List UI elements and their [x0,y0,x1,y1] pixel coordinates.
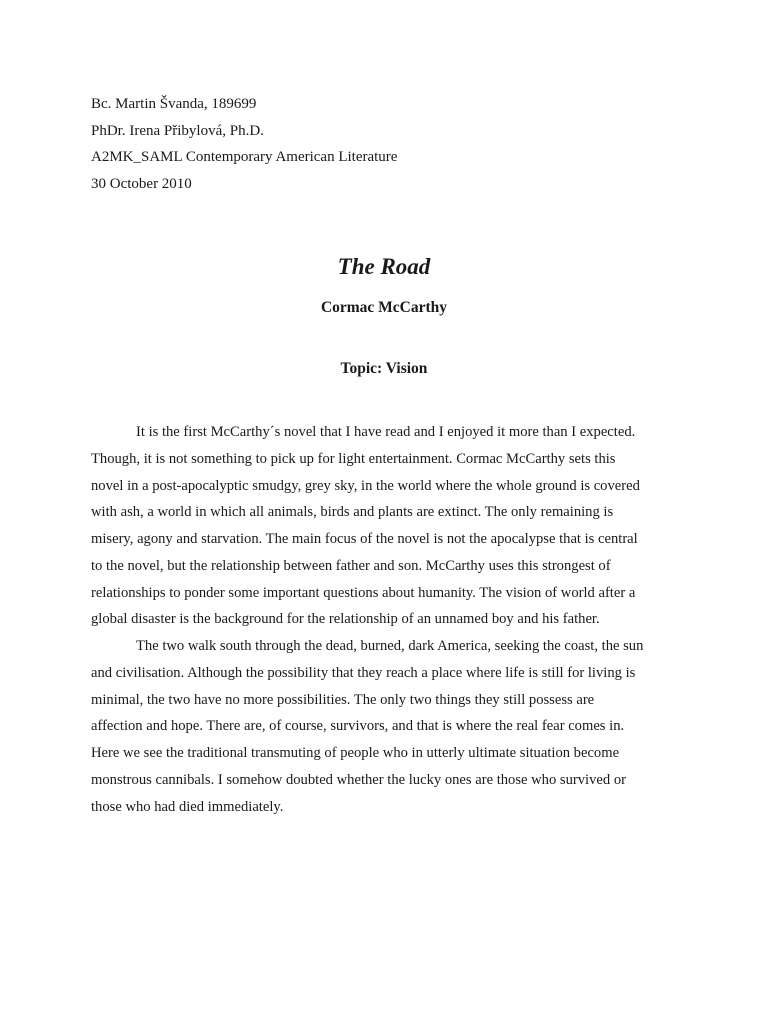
student-name-line: Bc. Martin Švanda, 189699 [91,96,257,112]
paragraph-line: novel in a post-apocalyptic smudgy, grey sky, in the world where the whole ground is covered [91,477,640,494]
paragraph [91,633,681,820]
paragraph-line: relationships to ponder some important questions about humanity. The vision of world after a [91,584,636,601]
paragraph-line: affection and hope. There are, of course, survivors, and that is where the real fear comes in. [91,718,625,735]
document-body [91,419,681,820]
topic-label: Topic: [340,360,383,377]
paragraph-line: It is the first McCarthy´s novel that I have read and I enjoyed it more than I expected. [136,424,636,440]
paragraph [91,419,681,633]
document-title: The Road [337,254,431,279]
course-line: A2MK_SAML Contemporary American Literature [91,149,398,165]
teacher-name-line: PhDr. Irena Přibylová, Ph.D. [91,122,264,139]
paragraph-line: monstrous cannibals. I somehow doubted whether the lucky ones are those who survived or [91,771,626,788]
document-topic [0,357,768,381]
paragraph-line: misery, agony and starvation. The main focus of the novel is not the apocalypse that is central [91,531,638,547]
paragraph-line: those who had died immediately. [91,798,284,815]
paragraph-line: minimal, the two have no more possibilities. The only two things they still possess are [91,691,595,708]
paragraph-line: global disaster is the background for the relationship of an unnamed boy and his father. [91,611,600,628]
date-line: 30 October 2010 [91,175,192,192]
paragraph-line: with ash, a world in which all animals, birds and plants are extinct. The only remaining is [91,504,614,521]
paragraph-line: Here we see the traditional transmuting of people who in utterly ultimate situation become [91,745,620,761]
paragraph-line: to the novel, but the relationship between father and son. McCarthy uses this strongest of [91,557,611,574]
document-header [91,91,691,197]
paragraph-line: Though, it is not something to pick up for light entertainment. Cormac McCarthy sets this [91,450,616,467]
paragraph-line: and civilisation. Although the possibility that they reach a place where life is still for living is [91,664,636,681]
topic-value: Vision [385,360,428,377]
document-author: Cormac McCarthy [320,299,448,316]
paragraph-line: The two walk south through the dead, burned, dark America, seeking the coast, the sun [136,638,644,654]
